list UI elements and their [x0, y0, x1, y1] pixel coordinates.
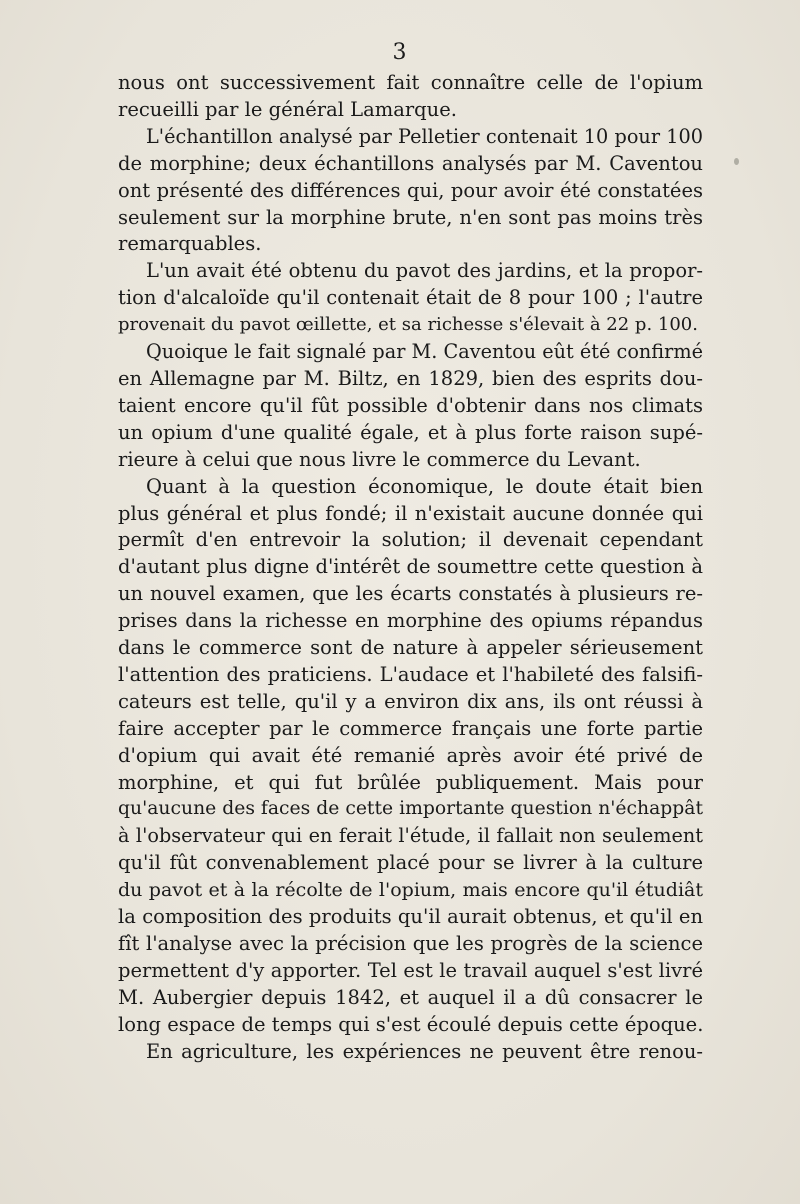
text-line: tion d'alcaloïde qu'il contenait était de 8 pour 100 ; l'autre [118, 286, 703, 310]
paper-speck [734, 158, 739, 165]
text-line: rieure à celui que nous livre le commerce du Levant. [118, 447, 641, 471]
text-line: d'autant plus digne d'intérêt de soumettre cette question à [118, 555, 703, 579]
text-line: seulement sur la morphine brute, n'en sont pas moins très [118, 205, 703, 229]
text-line: nous ont successivement fait connaître celle de l'opium [118, 71, 703, 94]
text-line: prises dans la richesse en morphine des opiums répandus [118, 609, 703, 633]
text-line: plus général et plus fondé; il n'existait aucune donnée qui [118, 501, 703, 525]
text-line: Quant à la question économique, le doute était bien [146, 474, 703, 498]
text-line: dans le commerce sont de nature à appeler sérieusement [118, 636, 703, 660]
text-line: remarquables. [118, 232, 262, 256]
text-line: morphine, et qui fut brûlée publiquement. Mais pour [118, 770, 703, 794]
text-line: permettent d'y apporter. Tel est le travail auquel s'est livré [118, 958, 703, 982]
text-line: en Allemagne par M. Biltz, en 1829, bien des esprits dou- [118, 366, 703, 390]
text-line: recueilli par le général Lamarque. [118, 97, 457, 121]
text-line: L'échantillon analysé par Pelletier contenait 10 pour 100 [146, 124, 703, 148]
page-number: 3 [392, 40, 408, 65]
text-line: permît d'en entrevoir la solution; il devenait cependant [118, 528, 703, 552]
text-line: du pavot et à la récolte de l'opium, mais encore qu'il étudiât [118, 879, 703, 902]
text-line: provenait du pavot œillette, et sa richesse s'élevait à 22 p. 100. [118, 314, 698, 336]
text-line: la composition des produits qu'il aurait obtenus, et qu'il en [118, 905, 703, 929]
text-line: fît l'analyse avec la précision que les progrès de la science [118, 932, 703, 955]
text-line: M. Aubergier depuis 1842, et auquel il a dû consacrer le [118, 985, 703, 1009]
text-line: Quoique le fait signalé par M. Caventou eût été confirmé [146, 340, 703, 364]
text-line: qu'il fût convenablement placé pour se livrer à la culture [118, 851, 703, 875]
text-line: qu'aucune des faces de cette importante question n'échappât [118, 798, 703, 820]
text-line: à l'observateur qui en ferait l'étude, il fallait non seulement [118, 824, 703, 848]
text-line: long espace de temps qui s'est écoulé depuis cette époque. [118, 1012, 703, 1036]
text-line: de morphine; deux échantillons analysés par M. Caventou [118, 151, 703, 175]
text-line: ont présenté des différences qui, pour avoir été constatées [118, 178, 703, 202]
text-line: un opium d'une qualité égale, et à plus forte raison supé- [118, 420, 703, 444]
text-line: faire accepter par le commerce français une forte partie [118, 716, 703, 740]
text-line: un nouvel examen, que les écarts constatés à plusieurs re- [118, 582, 703, 606]
text-line: En agriculture, les expériences ne peuvent être renou- [146, 1039, 703, 1063]
text-line: l'attention des praticiens. L'audace et l'habileté des falsifi- [118, 662, 703, 686]
text-line: L'un avait été obtenu du pavot des jardins, et la propor- [146, 259, 703, 283]
body-text [118, 70, 703, 1066]
text-line: taient encore qu'il fût possible d'obtenir dans nos climats [118, 393, 703, 417]
text-line: cateurs est telle, qu'il y a environ dix ans, ils ont réussi à [118, 689, 703, 713]
text-line: d'opium qui avait été remanié après avoir été privé de [118, 743, 703, 767]
